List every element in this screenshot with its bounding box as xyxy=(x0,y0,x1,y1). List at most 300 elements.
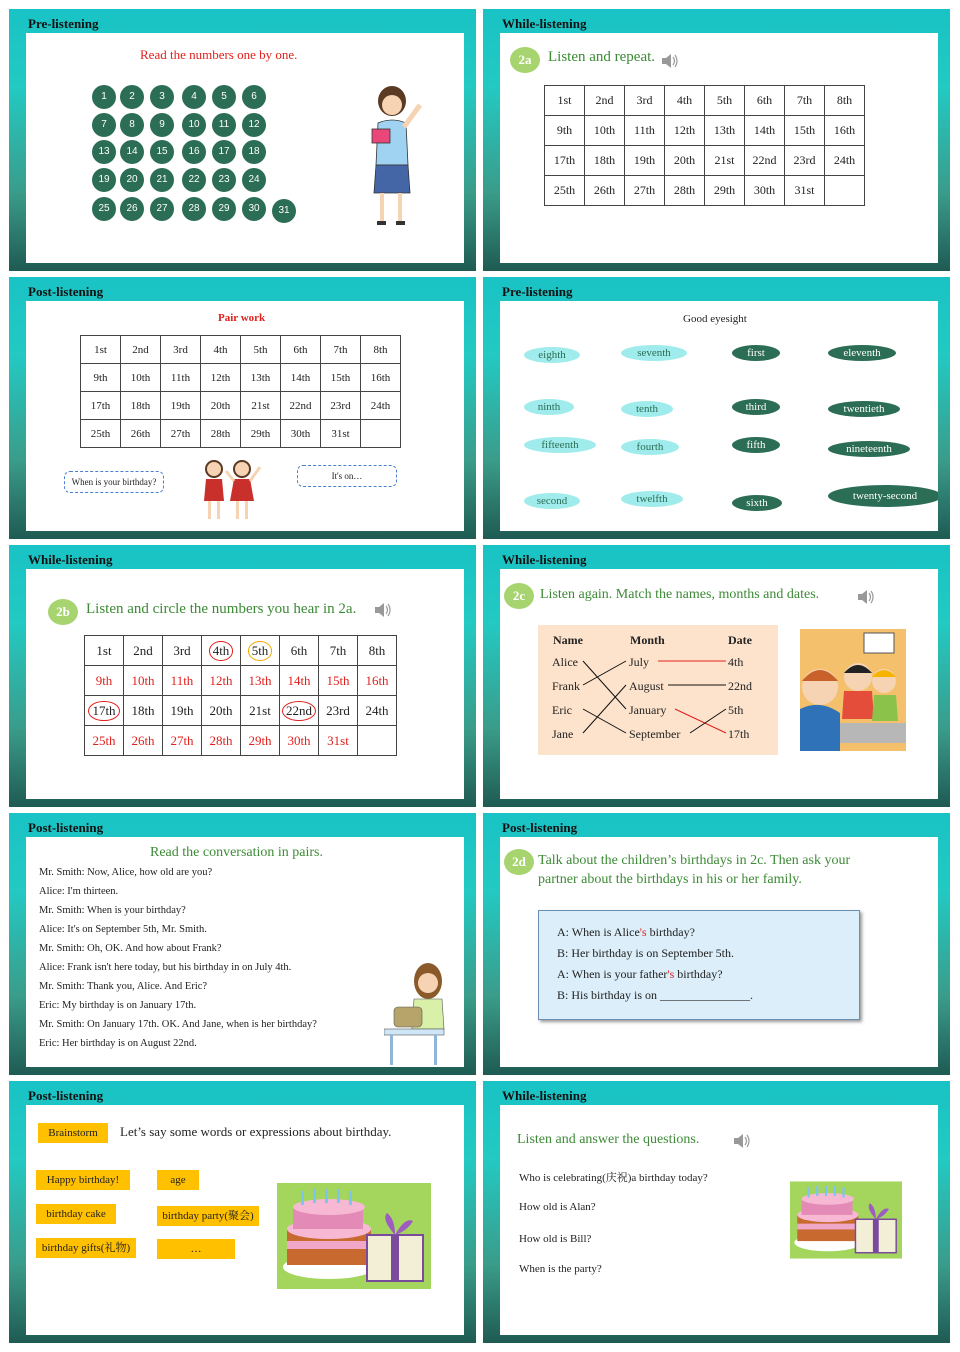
date-item: 17th xyxy=(728,727,750,741)
table-cell xyxy=(321,392,361,420)
number-circle: 20 xyxy=(120,168,144,192)
table-cell xyxy=(358,696,397,726)
conversation-line: Eric: Her birthday is on August 22nd. xyxy=(39,1038,197,1049)
cell-text: 22nd xyxy=(289,399,312,412)
table-cell xyxy=(825,176,865,206)
word-oval: fourth xyxy=(621,439,679,455)
word-oval: tenth xyxy=(621,401,673,417)
cell-text: 7th xyxy=(329,642,347,658)
slide-4 xyxy=(483,277,950,539)
table-cell xyxy=(121,364,161,392)
table-cell xyxy=(625,116,665,146)
speaker-icon[interactable] xyxy=(733,1133,751,1149)
slide-title: While-listening xyxy=(28,552,113,567)
date-item: 22nd xyxy=(728,679,752,693)
cell-text: 26th xyxy=(593,183,616,197)
name-item: Alice xyxy=(552,655,578,669)
heading: Pair work xyxy=(218,312,266,324)
slide-5 xyxy=(9,545,476,807)
cell-text: 20th xyxy=(210,399,231,412)
conversation-line: Mr. Smith: Oh, OK. And how about Frank? xyxy=(39,943,222,954)
bubble-text: It's on… xyxy=(331,471,363,481)
table-cell xyxy=(745,116,785,146)
cell-text xyxy=(378,435,384,437)
table-cell xyxy=(85,726,124,756)
cell-text: 15th xyxy=(330,371,351,384)
table-cell xyxy=(121,392,161,420)
word-oval: nineteenth xyxy=(828,441,910,457)
table-cell xyxy=(241,392,281,420)
cell-text: 28th xyxy=(210,427,231,440)
slide-content xyxy=(500,569,938,799)
cell-text: 3rd xyxy=(173,343,188,356)
table-cell xyxy=(161,336,201,364)
table-cell xyxy=(585,116,625,146)
slide-1 xyxy=(9,9,476,271)
cell-text: 24th xyxy=(365,702,389,718)
cell-text: 11th xyxy=(170,672,194,688)
cell-text: 13th xyxy=(713,123,736,137)
number-circle: 19 xyxy=(92,168,116,192)
number-circle: 6 xyxy=(242,85,266,109)
table-cell xyxy=(545,176,585,206)
slide-10 xyxy=(483,1081,950,1343)
table-row xyxy=(85,726,397,756)
cell-text: 1st xyxy=(94,343,107,356)
cell-text: 1st xyxy=(96,642,112,658)
table-cell xyxy=(281,336,321,364)
table-cell xyxy=(201,420,241,448)
name-item: Frank xyxy=(552,679,580,693)
table-cell xyxy=(321,364,361,392)
cell-text: 3rd xyxy=(636,93,653,107)
cell-text: 2nd xyxy=(133,642,153,658)
table-cell xyxy=(202,666,241,696)
number-circle: 31 xyxy=(272,199,296,223)
cell-text: 28th xyxy=(673,183,696,197)
cell-text: 5th xyxy=(248,641,273,661)
cell-text: 31st xyxy=(331,427,350,440)
cell-text: 15th xyxy=(793,123,816,137)
word-box: birthday gifts(礼物) xyxy=(36,1238,136,1258)
table-cell xyxy=(280,726,319,756)
cell-text: 9th xyxy=(95,672,113,688)
conversation-line: Mr. Smith: When is your birthday? xyxy=(39,905,186,916)
table-cell xyxy=(319,726,358,756)
speech-bubble-right xyxy=(297,465,397,487)
cell-text: 30th xyxy=(290,427,311,440)
number-circle: 8 xyxy=(120,113,144,137)
number-circle: 2 xyxy=(120,85,144,109)
conversation-line: Mr. Smith: Thank you, Alice. And Eric? xyxy=(39,981,208,992)
number-circle: 29 xyxy=(212,197,236,221)
classroom-illustration xyxy=(800,629,906,751)
table-cell xyxy=(585,86,625,116)
number-circle: 3 xyxy=(150,85,174,109)
table-row xyxy=(545,86,865,116)
table-cell xyxy=(85,696,124,726)
cell-text: 3rd xyxy=(173,642,191,658)
table-cell xyxy=(124,636,163,666)
table-cell xyxy=(745,86,785,116)
student-illustration xyxy=(384,959,450,1067)
slide-title: Post-listening xyxy=(28,284,104,299)
birthday-cake-illustration xyxy=(277,1183,431,1289)
table-cell xyxy=(545,116,585,146)
heading: Good eyesight xyxy=(683,313,747,325)
dialogue-line-2: B: Her birthday is on September 5th. xyxy=(557,946,734,960)
cell-text: 19th xyxy=(170,702,194,718)
slide-title: While-listening xyxy=(502,552,587,567)
speech-bubble-left xyxy=(64,471,164,493)
word-box: Happy birthday! xyxy=(36,1170,130,1190)
cell-text: 20th xyxy=(209,702,233,718)
table-cell xyxy=(825,146,865,176)
cell-text: 16th xyxy=(365,672,389,688)
dialogue-box xyxy=(538,910,860,1020)
table-cell xyxy=(665,146,705,176)
cell-text: 24th xyxy=(370,399,391,412)
conversation-line: Alice: I'm thirteen. xyxy=(39,886,119,897)
cell-text: 26th xyxy=(130,427,151,440)
table-cell xyxy=(785,86,825,116)
cell-text: 18th xyxy=(130,399,151,412)
instruction-line-1: Talk about the children’s birthdays in 2c. Then ask your xyxy=(538,853,851,868)
table-row xyxy=(545,176,865,206)
cell-text: 10th xyxy=(593,123,616,137)
text: A: When is your father xyxy=(557,967,668,981)
number-circle: 16 xyxy=(182,140,206,164)
slide-3 xyxy=(9,277,476,539)
cell-text: 22nd xyxy=(282,701,316,721)
table-cell xyxy=(361,364,401,392)
number-circle: 27 xyxy=(150,197,174,221)
slide-title: Pre-listening xyxy=(502,284,573,299)
month-item: July xyxy=(629,655,650,669)
cell-text: 17th xyxy=(90,399,111,412)
table-cell xyxy=(163,726,202,756)
slide-content xyxy=(26,33,464,263)
table-cell xyxy=(81,392,121,420)
word-box: age xyxy=(157,1170,199,1190)
instruction: Listen and repeat. xyxy=(548,49,656,65)
cell-text: 28th xyxy=(209,732,233,748)
exercise-badge: 2d xyxy=(504,849,534,875)
ordinal-table xyxy=(544,85,865,206)
table-cell xyxy=(161,420,201,448)
number-circle: 23 xyxy=(212,168,236,192)
table-cell xyxy=(201,336,241,364)
word-oval: ninth xyxy=(524,399,574,415)
cell-text: 16th xyxy=(370,371,391,384)
instruction-line-2: partner about the birthdays in his or her family. xyxy=(538,872,802,887)
cell-text: 8th xyxy=(373,343,388,356)
table-cell xyxy=(81,336,121,364)
highlight: 's xyxy=(639,925,647,939)
table-cell xyxy=(361,392,401,420)
speaker-icon[interactable] xyxy=(374,602,392,618)
number-circle: 1 xyxy=(92,85,116,109)
word-oval: second xyxy=(524,493,580,509)
table-cell xyxy=(163,666,202,696)
word-oval: eighth xyxy=(524,347,580,363)
table-row xyxy=(81,364,401,392)
cell-text: 21st xyxy=(714,153,735,167)
cell-text: 20th xyxy=(673,153,696,167)
cell-text: 14th xyxy=(290,371,311,384)
cell-text: 5th xyxy=(253,343,268,356)
slide-title: Post-listening xyxy=(28,820,104,835)
cell-text: 14th xyxy=(753,123,776,137)
cell-text: 9th xyxy=(93,371,108,384)
slide-title: Post-listening xyxy=(28,1088,104,1103)
table-cell xyxy=(785,146,825,176)
children-illustration xyxy=(192,457,266,527)
number-circle: 7 xyxy=(92,113,116,137)
date-item: 4th xyxy=(728,655,744,669)
cell-text: 12th xyxy=(673,123,696,137)
table-row xyxy=(545,116,865,146)
word-oval: fifth xyxy=(732,437,780,453)
number-circle: 28 xyxy=(182,197,206,221)
table-cell xyxy=(665,176,705,206)
table-cell xyxy=(241,364,281,392)
number-circle: 26 xyxy=(120,197,144,221)
number-circle: 4 xyxy=(182,85,206,109)
table-cell xyxy=(241,336,281,364)
table-cell xyxy=(585,146,625,176)
slide-content xyxy=(26,569,464,799)
dialogue-line-1 xyxy=(557,925,695,940)
cell-text: 19th xyxy=(170,399,191,412)
cell-text: 16th xyxy=(833,123,856,137)
cell-text: 27th xyxy=(170,732,194,748)
match-lines xyxy=(538,625,778,755)
conversation-line: Mr. Smith: On January 17th. OK. And Jane, when is her birthday? xyxy=(39,1019,317,1030)
cell-text: 4th xyxy=(213,343,228,356)
speaker-icon[interactable] xyxy=(661,53,679,69)
circled-ordinal-table xyxy=(84,635,397,756)
table-cell xyxy=(358,666,397,696)
number-circle: 15 xyxy=(150,140,174,164)
month-item: August xyxy=(629,679,664,693)
word-oval: seventh xyxy=(621,345,687,361)
word-oval: fifteenth xyxy=(524,437,596,453)
table-row xyxy=(545,146,865,176)
table-cell xyxy=(361,336,401,364)
table-cell xyxy=(201,392,241,420)
table-cell xyxy=(241,636,280,666)
table-cell xyxy=(785,176,825,206)
instruction: Listen and answer the questions. xyxy=(517,1132,700,1147)
cell-text: 29th xyxy=(248,732,272,748)
slide-content xyxy=(26,837,464,1067)
cell-text: 22nd xyxy=(752,153,777,167)
dialogue-line-3 xyxy=(557,967,723,982)
table-cell xyxy=(665,116,705,146)
name-item: Jane xyxy=(552,727,574,741)
cell-text: 14th xyxy=(287,672,311,688)
slide-content xyxy=(500,837,938,1067)
slide-9 xyxy=(9,1081,476,1343)
cell-text: 15th xyxy=(326,672,350,688)
cell-text: 7th xyxy=(333,343,348,356)
question: How old is Bill? xyxy=(519,1233,592,1245)
table-cell xyxy=(121,420,161,448)
table-cell xyxy=(124,726,163,756)
instruction: Let’s say some words or expressions about birthday. xyxy=(120,1124,392,1139)
slide-content xyxy=(500,1105,938,1335)
table-cell xyxy=(585,176,625,206)
cell-text: 12th xyxy=(209,672,233,688)
word-oval: third xyxy=(732,399,780,415)
word-oval: twelfth xyxy=(621,491,683,507)
slide-title: Pre-listening xyxy=(28,16,99,31)
table-cell xyxy=(241,420,281,448)
birthday-cake-illustration xyxy=(790,1179,902,1261)
text: A: When is Alice xyxy=(557,925,640,939)
word-oval: sixth xyxy=(732,495,782,511)
cell-text: 7th xyxy=(796,93,813,107)
slide-title: While-listening xyxy=(502,1088,587,1103)
ordinal-table xyxy=(80,335,401,448)
table-cell xyxy=(321,420,361,448)
number-circle: 11 xyxy=(212,113,236,137)
table-cell xyxy=(358,636,397,666)
table-row xyxy=(81,420,401,448)
cell-text: 27th xyxy=(633,183,656,197)
table-cell xyxy=(361,420,401,448)
conversation-line: Alice: It's on September 5th, Mr. Smith. xyxy=(39,924,207,935)
word-oval: twentieth xyxy=(828,401,900,417)
cell-text: 30th xyxy=(753,183,776,197)
table-cell xyxy=(625,86,665,116)
cell-text: 13th xyxy=(250,371,271,384)
table-cell xyxy=(745,176,785,206)
cell-text: 18th xyxy=(131,702,155,718)
cell-text: 10th xyxy=(131,672,155,688)
slide-title: Post-listening xyxy=(502,820,578,835)
exercise-badge: 2c xyxy=(504,583,534,609)
slide-2 xyxy=(483,9,950,271)
number-circle: 17 xyxy=(212,140,236,164)
table-cell xyxy=(281,420,321,448)
cell-text: 29th xyxy=(713,183,736,197)
cell-text: 24th xyxy=(833,153,856,167)
cell-text: 25th xyxy=(553,183,576,197)
number-circle: 21 xyxy=(150,168,174,192)
dialogue-line-4: B: His birthday is on _______________. xyxy=(557,988,754,1002)
cell-text: 6th xyxy=(290,642,308,658)
conversation-line: Eric: My birthday is on January 17th. xyxy=(39,1000,197,1011)
month-item: September xyxy=(629,727,681,741)
table-cell xyxy=(705,176,745,206)
table-cell xyxy=(825,116,865,146)
question: How old is Alan? xyxy=(519,1201,596,1213)
cell-text: 4th xyxy=(209,641,234,661)
word-box: … xyxy=(157,1239,235,1259)
number-circle: 5 xyxy=(212,85,236,109)
table-cell xyxy=(280,636,319,666)
cell-text: 21st xyxy=(251,399,270,412)
table-cell xyxy=(745,146,785,176)
number-circle: 9 xyxy=(150,113,174,137)
header-month: Month xyxy=(630,633,665,647)
word-oval: twenty-second xyxy=(828,485,938,507)
exercise-badge: 2a xyxy=(510,47,540,73)
header-date: Date xyxy=(728,633,752,647)
table-cell xyxy=(319,666,358,696)
table-cell xyxy=(545,86,585,116)
brainstorm-label: Brainstorm xyxy=(38,1123,108,1143)
table-cell xyxy=(319,636,358,666)
cell-text: 1st xyxy=(557,93,572,107)
cell-text: 5th xyxy=(716,93,733,107)
cell-text: 9th xyxy=(556,123,573,137)
table-cell xyxy=(121,336,161,364)
speaker-icon[interactable] xyxy=(857,589,875,605)
number-circle: 13 xyxy=(92,140,116,164)
cell-text: 23rd xyxy=(330,399,351,412)
instruction: Listen again. Match the names, months and dates. xyxy=(540,587,820,602)
cell-text: 8th xyxy=(368,642,386,658)
cell-text xyxy=(842,192,848,194)
number-circle: 24 xyxy=(242,168,266,192)
header-name: Name xyxy=(553,633,583,647)
number-circle: 14 xyxy=(120,140,144,164)
cell-text: 10th xyxy=(130,371,151,384)
cell-text xyxy=(374,743,380,745)
slide-8 xyxy=(483,813,950,1075)
cell-text: 6th xyxy=(293,343,308,356)
table-cell xyxy=(705,116,745,146)
cell-text: 31st xyxy=(327,732,349,748)
table-cell xyxy=(163,636,202,666)
cell-text: 25th xyxy=(90,427,111,440)
table-cell xyxy=(281,392,321,420)
table-row xyxy=(85,696,397,726)
table-cell xyxy=(202,636,241,666)
cell-text: 8th xyxy=(836,93,853,107)
cell-text: 19th xyxy=(633,153,656,167)
table-cell xyxy=(124,696,163,726)
cell-text: 2nd xyxy=(132,343,149,356)
table-row xyxy=(81,336,401,364)
table-cell xyxy=(825,86,865,116)
table-cell xyxy=(161,364,201,392)
table-cell xyxy=(85,666,124,696)
word-box: birthday party(聚会) xyxy=(157,1206,259,1226)
slide-content xyxy=(26,301,464,531)
slide-content xyxy=(500,33,938,263)
cell-text: 6th xyxy=(756,93,773,107)
table-cell xyxy=(281,364,321,392)
conversation-line: Mr. Smith: Now, Alice, how old are you? xyxy=(39,867,213,878)
question: Who is celebrating(庆祝)a birthday today? xyxy=(519,1172,708,1184)
table-cell xyxy=(545,146,585,176)
cell-text: 4th xyxy=(676,93,693,107)
cell-text: 17th xyxy=(88,701,119,721)
cell-text: 11th xyxy=(634,123,655,137)
table-cell xyxy=(85,636,124,666)
date-item: 5th xyxy=(728,703,744,717)
cell-text: 17th xyxy=(553,153,576,167)
table-cell xyxy=(81,420,121,448)
table-cell xyxy=(705,86,745,116)
cell-text: 18th xyxy=(593,153,616,167)
teacher-illustration xyxy=(360,83,430,228)
slide-6 xyxy=(483,545,950,807)
